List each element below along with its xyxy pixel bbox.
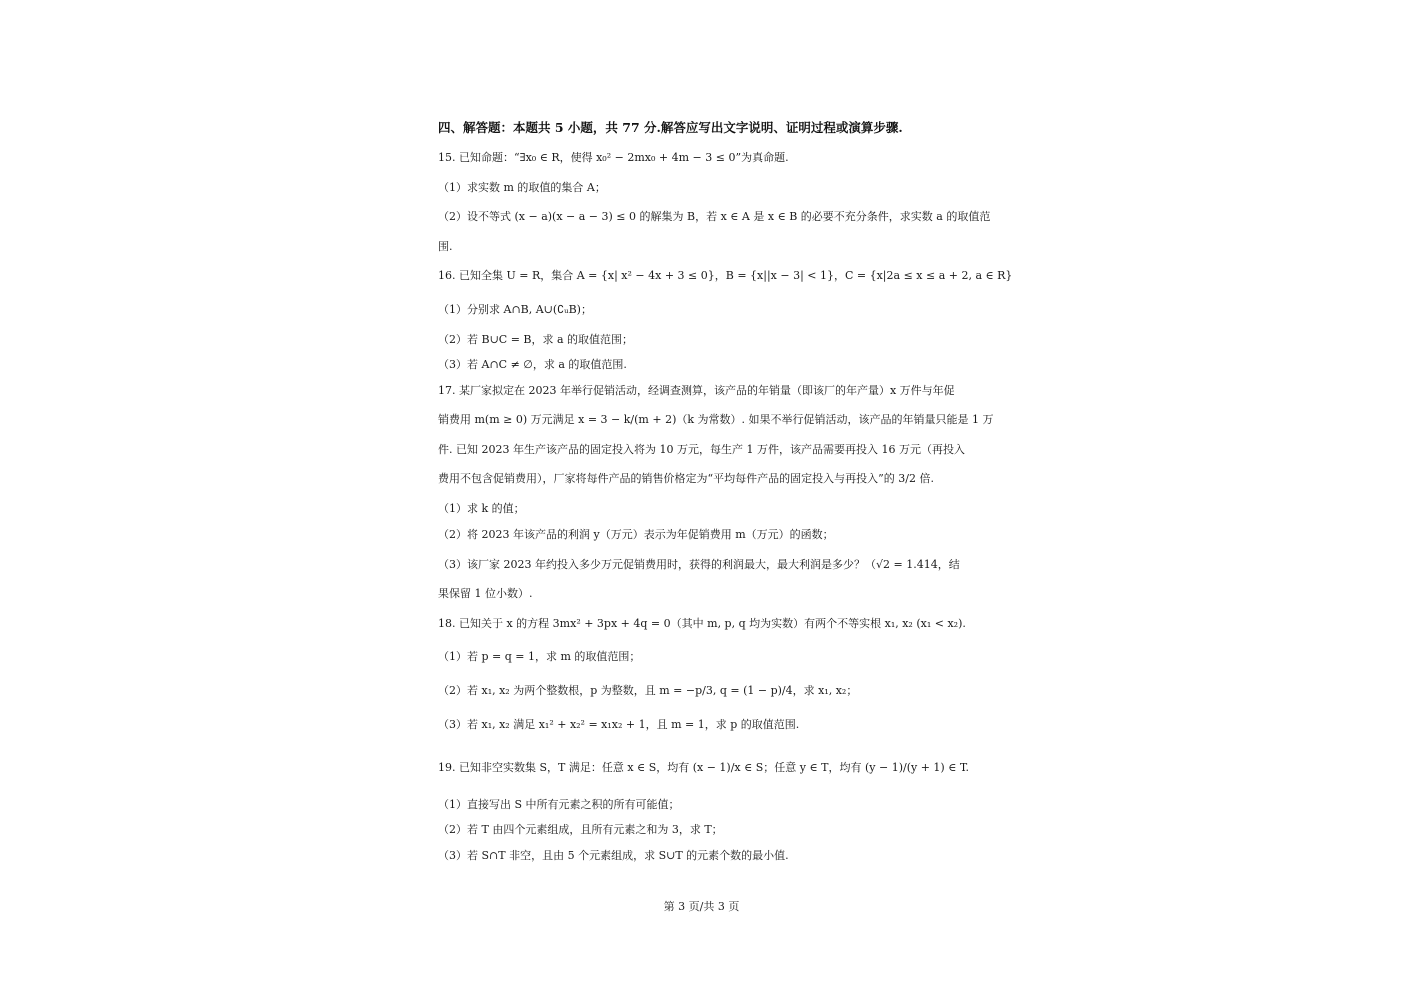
q18-part1: （1）若 p = q = 1，求 m 的取值范围； bbox=[438, 650, 641, 663]
q18-stem: 18. 已知关于 x 的方程 3mx² + 3px + 4q = 0（其中 m, p, q 均为实数）有两个不等实根 x₁, x₂ (x₁ < x₂). bbox=[438, 617, 966, 630]
page-footer: 第 3 页/共 3 页 bbox=[663, 900, 740, 913]
q19-stem: 19. 已知非空实数集 S，T 满足：任意 x ∈ S，均有 (x − 1)/x ∈ S；任意 y ∈ T，均有 (y − 1)/(y + 1) ∈ T. bbox=[438, 761, 970, 774]
section-heading: 四、解答题：本题共 5 小题，共 77 分.解答应写出文字说明、证明过程或演算步骤. bbox=[438, 120, 903, 135]
q19-part1: （1）直接写出 S 中所有元素之积的所有可能值； bbox=[438, 798, 680, 811]
q16-stem: 16. 已知全集 U = R，集合 A = {x| x² − 4x + 3 ≤ 0}，B = {x||x − 3| < 1}，C = {x|2a ≤ x ≤ a + 2, a ∈ R} bbox=[438, 269, 1013, 282]
q17-line2: 销费用 m(m ≥ 0) 万元满足 x = 3 − k/(m + 2)（k 为常数）. 如果不举行促销活动，该产品的年销量只能是 1 万 bbox=[438, 413, 994, 426]
q19-part2: （2）若 T 由四个元素组成，且所有元素之和为 3，求 T； bbox=[438, 823, 723, 836]
q17-part1: （1）求 k 的值； bbox=[438, 502, 525, 515]
q15-part1: （1）求实数 m 的取值的集合 A； bbox=[438, 181, 606, 194]
q15-part2-cont: 围. bbox=[438, 240, 453, 253]
q17-part3: （3）该厂家 2023 年约投入多少万元促销费用时，获得的利润最大，最大利润是多少？（√2 = 1.414，结 bbox=[438, 558, 960, 571]
q16-part2: （2）若 B∪C = B，求 a 的取值范围； bbox=[438, 333, 634, 346]
q18-part3: （3）若 x₁, x₂ 满足 x₁² + x₂² = x₁x₂ + 1，且 m = 1，求 p 的取值范围. bbox=[438, 718, 800, 731]
q17-part3-cont: 果保留 1 位小数）. bbox=[438, 587, 533, 600]
q19-part3: （3）若 S∩T 非空，且由 5 个元素组成，求 S∪T 的元素个数的最小值. bbox=[438, 849, 789, 862]
q17-line1: 17. 某厂家拟定在 2023 年举行促销活动，经调查测算，该产品的年销量（即该厂的年产量）x 万件与年促 bbox=[438, 384, 955, 397]
q17-part2: （2）将 2023 年该产品的利润 y（万元）表示为年促销费用 m（万元）的函数； bbox=[438, 528, 834, 541]
q16-part1: （1）分别求 A∩B, A∪(∁ᵤB)； bbox=[438, 303, 592, 316]
q17-line3: 件. 已知 2023 年生产该产品的固定投入将为 10 万元，每生产 1 万件，该产品需要再投入 16 万元（再投入 bbox=[438, 443, 965, 456]
q15-part2: （2）设不等式 (x − a)(x − a − 3) ≤ 0 的解集为 B，若 x ∈ A 是 x ∈ B 的必要不充分条件，求实数 a 的取值范 bbox=[438, 210, 991, 223]
q15-stem: 15. 已知命题：“∃x₀ ∈ R，使得 x₀² − 2mx₀ + 4m − 3 ≤ 0”为真命题. bbox=[438, 151, 789, 164]
q18-part2: （2）若 x₁, x₂ 为两个整数根，p 为整数，且 m = −p/3, q = (1 − p)/4，求 x₁, x₂； bbox=[438, 684, 858, 697]
q17-line4: 费用不包含促销费用），厂家将每件产品的销售价格定为“平均每件产品的固定投入与再投入”的 3/2 倍. bbox=[438, 472, 934, 485]
q16-part3: （3）若 A∩C ≠ ∅，求 a 的取值范围. bbox=[438, 358, 627, 371]
